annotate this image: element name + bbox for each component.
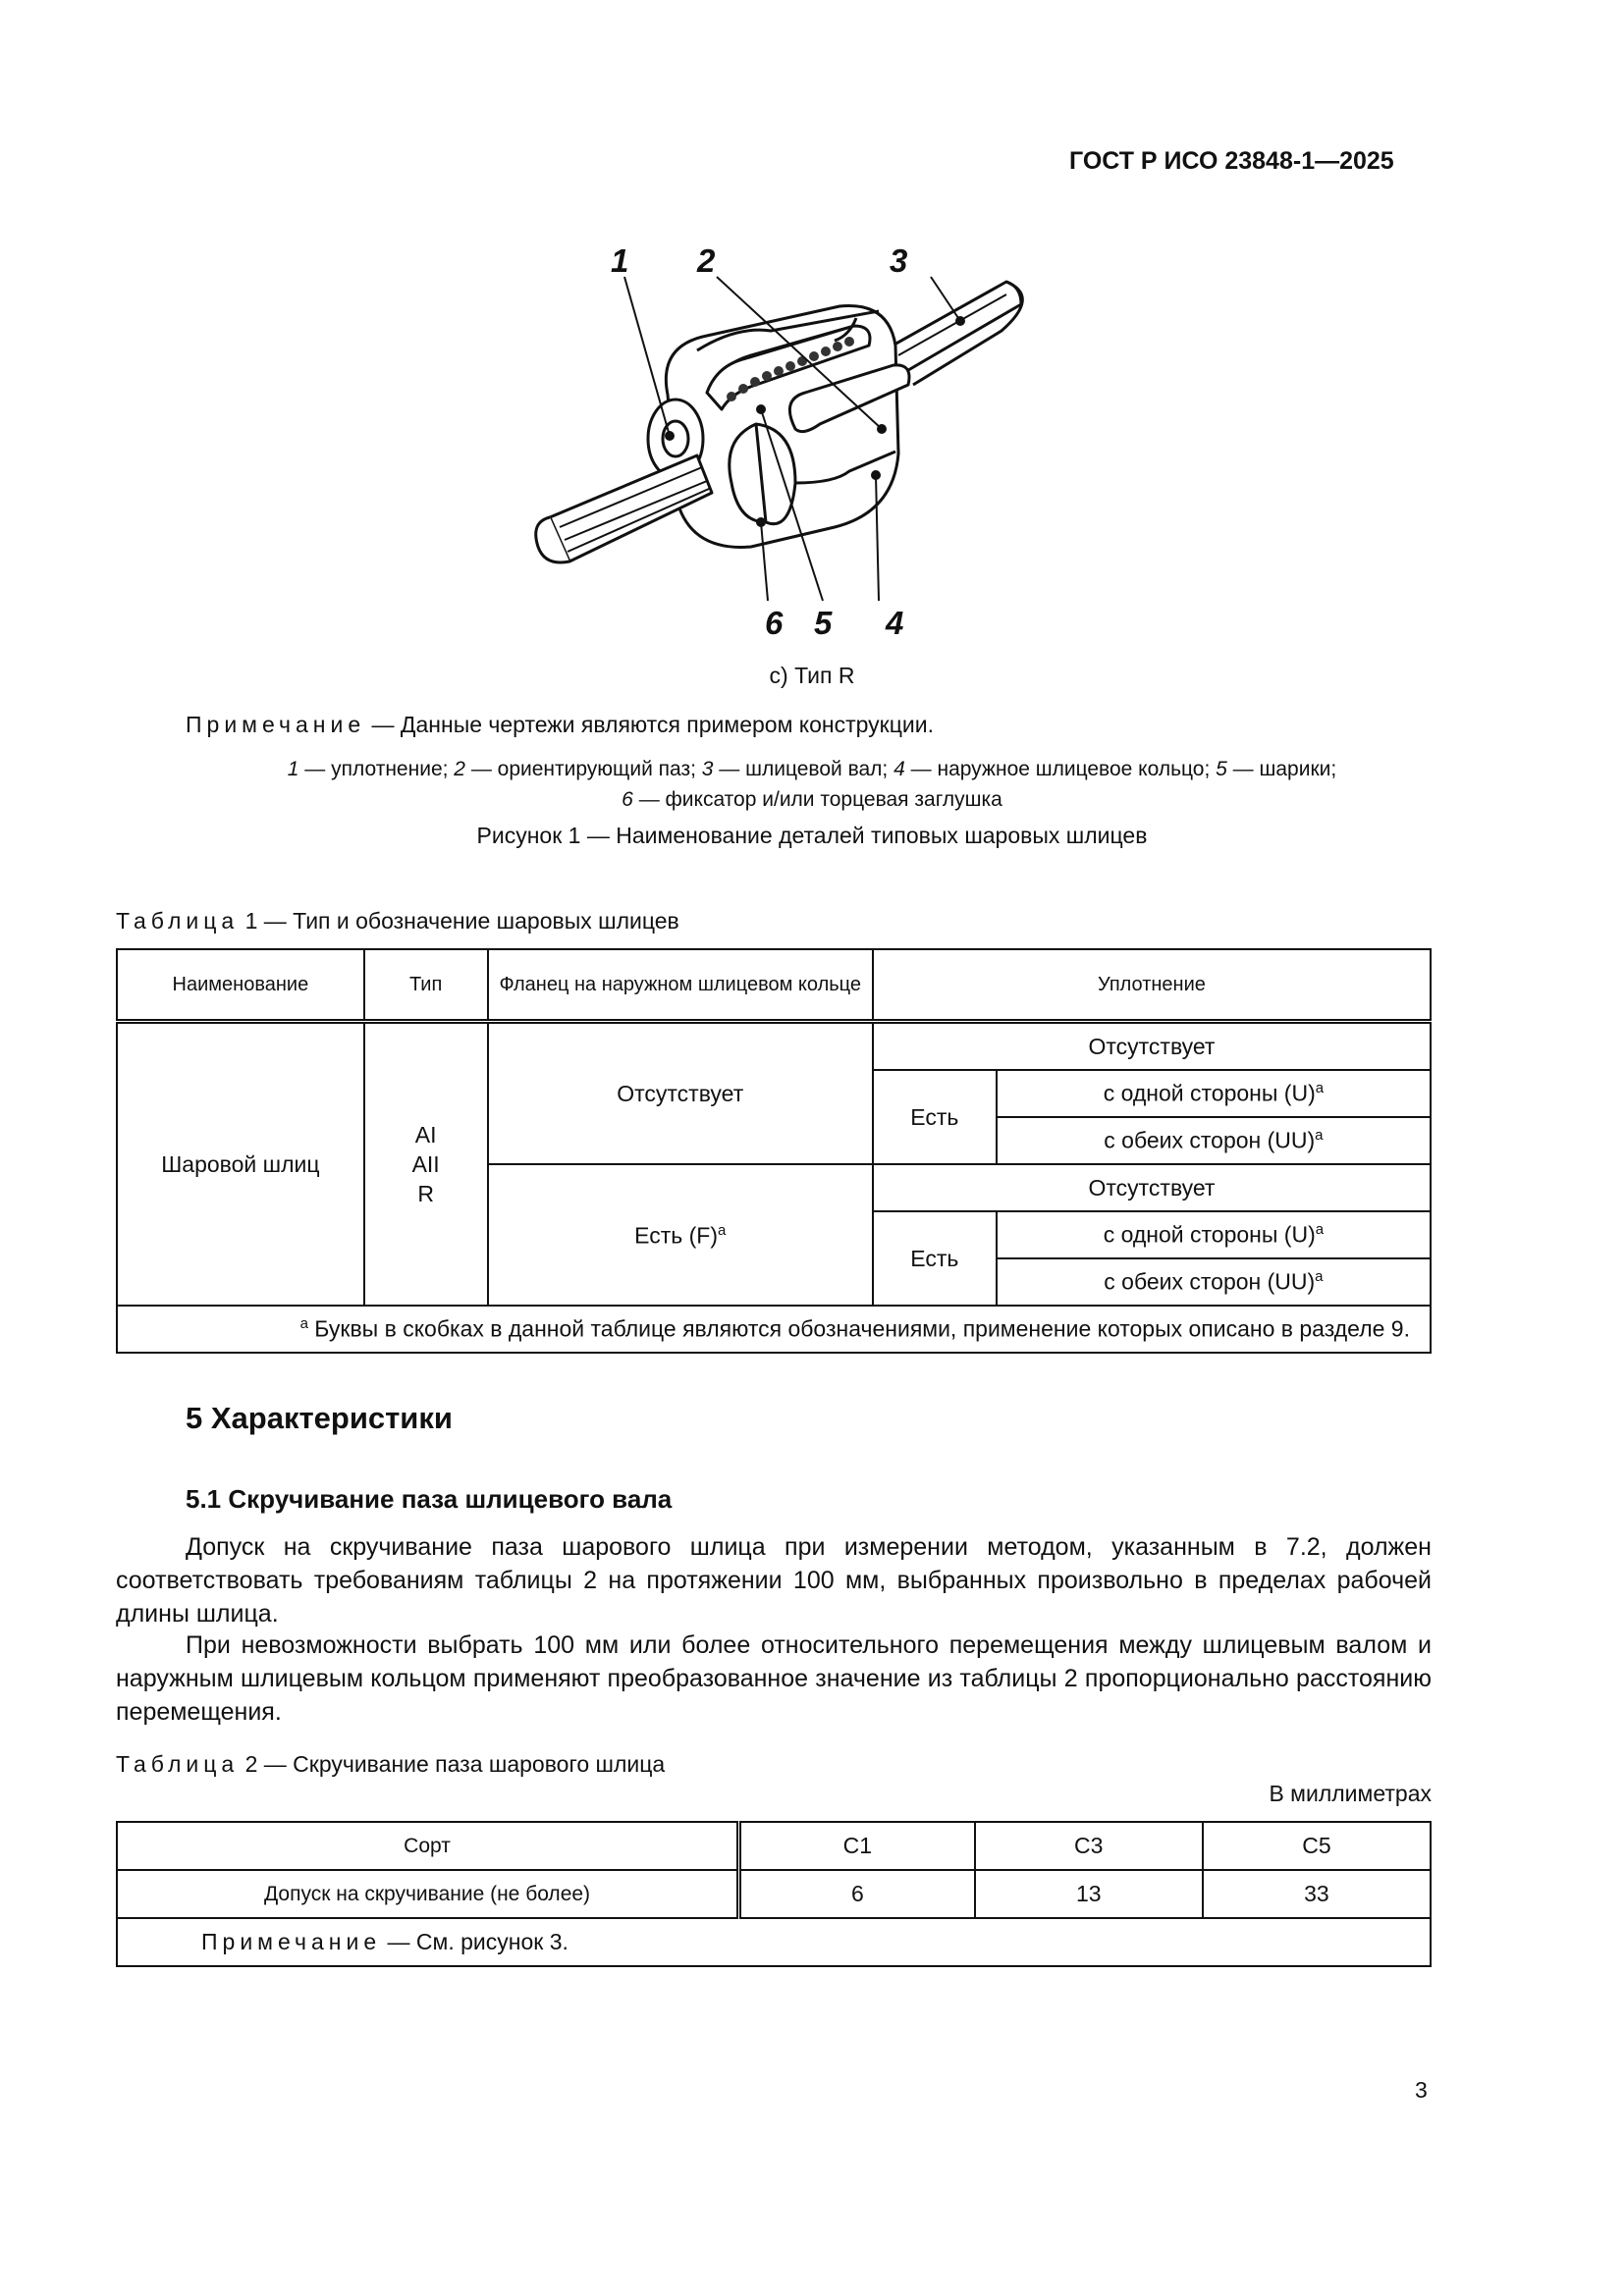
footnote-mark: a [1315, 1127, 1324, 1145]
ball-spline-figure [511, 228, 1060, 650]
footnote-text: Буквы в скобках в данной таблице являются обозначениями, применение которых описано в разделе 9. [307, 1315, 1410, 1342]
cell-seal-absent: Отсутствует [873, 1164, 1431, 1211]
value-c1: 6 [739, 1870, 975, 1918]
cell-flange-absent: Отсутствует [488, 1022, 873, 1165]
document-code: ГОСТ Р ИСО 23848-1—2025 [1069, 147, 1394, 175]
legend-num: 1 [287, 758, 299, 780]
type-r: R [417, 1181, 434, 1206]
callout-4: 4 [886, 605, 904, 641]
cell-name: Шаровой шлиц [117, 1022, 364, 1307]
subsection-heading: 5.1 Скручивание паза шлицевого вала [186, 1484, 673, 1514]
callout-3: 3 [890, 242, 908, 279]
figure-note-text: — Данные чертежи являются примером конструкции. [365, 712, 934, 737]
table2 [116, 1821, 1432, 1967]
header-seal: Уплотнение [873, 949, 1431, 1022]
footnote-mark: a [1315, 1268, 1324, 1286]
legend-text: — ориентирующий паз; [464, 758, 702, 780]
cell-one-side [997, 1070, 1431, 1117]
cell-flange-present [488, 1164, 873, 1306]
table2-note-label: Примечание [201, 1929, 382, 1954]
grade-c3: C3 [975, 1822, 1203, 1870]
flange-present-text: Есть (F) [634, 1222, 718, 1249]
table2-caption [116, 1751, 665, 1778]
callout-6: 6 [765, 605, 784, 641]
footnote-mark: a [1315, 1221, 1325, 1239]
table2-note-row [117, 1918, 1431, 1966]
legend-num: 4 [893, 758, 905, 780]
footnote-mark: a [718, 1222, 727, 1239]
table2-note-text: — См. рисунок 3. [381, 1929, 568, 1954]
legend-text: — шарики; [1226, 758, 1337, 780]
table2-units: В миллиметрах [1269, 1781, 1432, 1806]
cell-seal-present: Есть [873, 1070, 997, 1164]
table1-caption-label: Таблица [116, 908, 240, 934]
legend-num: 5 [1216, 758, 1227, 780]
section-heading: 5 Характеристики [186, 1401, 453, 1435]
figure-note [186, 712, 934, 738]
legend-num: 6 [622, 788, 633, 811]
table1-footnote [117, 1306, 1431, 1353]
type-aii: AII [411, 1151, 440, 1177]
table1-caption-text: 1 — Тип и обозначение шаровых шлицев [239, 908, 679, 934]
cell-one-side [997, 1211, 1431, 1258]
one-side-text: с одной стороны (U) [1103, 1221, 1316, 1248]
type-ai: AI [414, 1122, 437, 1148]
table2-caption-label: Таблица [116, 1751, 240, 1777]
table1-header-row [117, 949, 1431, 1022]
table1-caption [116, 908, 679, 934]
value-c5: 33 [1203, 1870, 1431, 1918]
callout-2: 2 [697, 242, 716, 279]
header-type: Тип [364, 949, 488, 1022]
callout-5: 5 [814, 605, 833, 641]
paragraph-1 [116, 1530, 1432, 1630]
paragraph-1-text: Допуск на скручивание паза шарового шлица при измерении методом, указанным в 7.2, должен соответствовать требованиям таблицы 2 на протяжении 100 мм, выбранных произвольно в пределах рабочей длины шлица. [116, 1533, 1432, 1628]
legend-text: — уплотнение; [298, 758, 455, 780]
legend-text: — шлицевой вал; [713, 758, 894, 780]
cell-both-sides [997, 1258, 1431, 1306]
footnote-mark: a [299, 1315, 308, 1333]
header-name: Наименование [117, 949, 364, 1022]
tolerance-label: Допуск на скручивание (не более) [117, 1870, 739, 1918]
paragraph-2-text: При невозможности выбрать 100 мм или более относительного перемещения между шлицевым валом и наружным шлицевым кольцом применяют преобразованное значение из таблицы 2 пропорционально расстоянию перемещения. [116, 1631, 1432, 1726]
page-number: 3 [1415, 2077, 1428, 2103]
cell-both-sides [997, 1117, 1431, 1164]
header-flange: Фланец на наружном шлицевом кольце [488, 949, 873, 1022]
table1-row [117, 1022, 1431, 1071]
figure-subcaption: c) Тип R [769, 663, 855, 688]
value-c3: 13 [975, 1870, 1203, 1918]
both-sides-text: с обеих сторон (UU) [1104, 1127, 1316, 1153]
legend-text: — фиксатор и/или торцевая заглушка [632, 788, 1002, 811]
cell-seal-absent: Отсутствует [873, 1022, 1431, 1071]
figure-note-label: Примечание [186, 712, 366, 737]
cell-types [364, 1022, 488, 1307]
paragraph-2 [116, 1629, 1432, 1729]
figure-legend [0, 754, 1624, 815]
one-side-text: с одной стороны (U) [1103, 1080, 1316, 1106]
table2-caption-text: 2 — Скручивание паза шарового шлица [239, 1751, 666, 1777]
cell-seal-present: Есть [873, 1211, 997, 1306]
legend-num: 3 [701, 758, 714, 780]
footnote-mark: a [1315, 1080, 1325, 1097]
callout-1: 1 [611, 242, 629, 279]
legend-num: 2 [454, 758, 465, 780]
grade-c1: C1 [739, 1822, 975, 1870]
grade-c5: C5 [1203, 1822, 1431, 1870]
table2-value-row [117, 1870, 1431, 1918]
table2-header-row [117, 1822, 1431, 1870]
table2-note [117, 1918, 1431, 1966]
legend-line-1 [0, 754, 1624, 784]
both-sides-text: с обеих сторон (UU) [1104, 1268, 1316, 1295]
table1 [116, 948, 1432, 1354]
figure-title: Рисунок 1 — Наименование деталей типовых шаровых шлицев [476, 823, 1148, 848]
ball-spline-drawing [511, 228, 1060, 650]
legend-text: — наружное шлицевое кольцо; [904, 758, 1217, 780]
table1-footnote-row [117, 1306, 1431, 1353]
grade-label: Сорт [117, 1822, 739, 1870]
legend-line-2 [0, 784, 1624, 815]
